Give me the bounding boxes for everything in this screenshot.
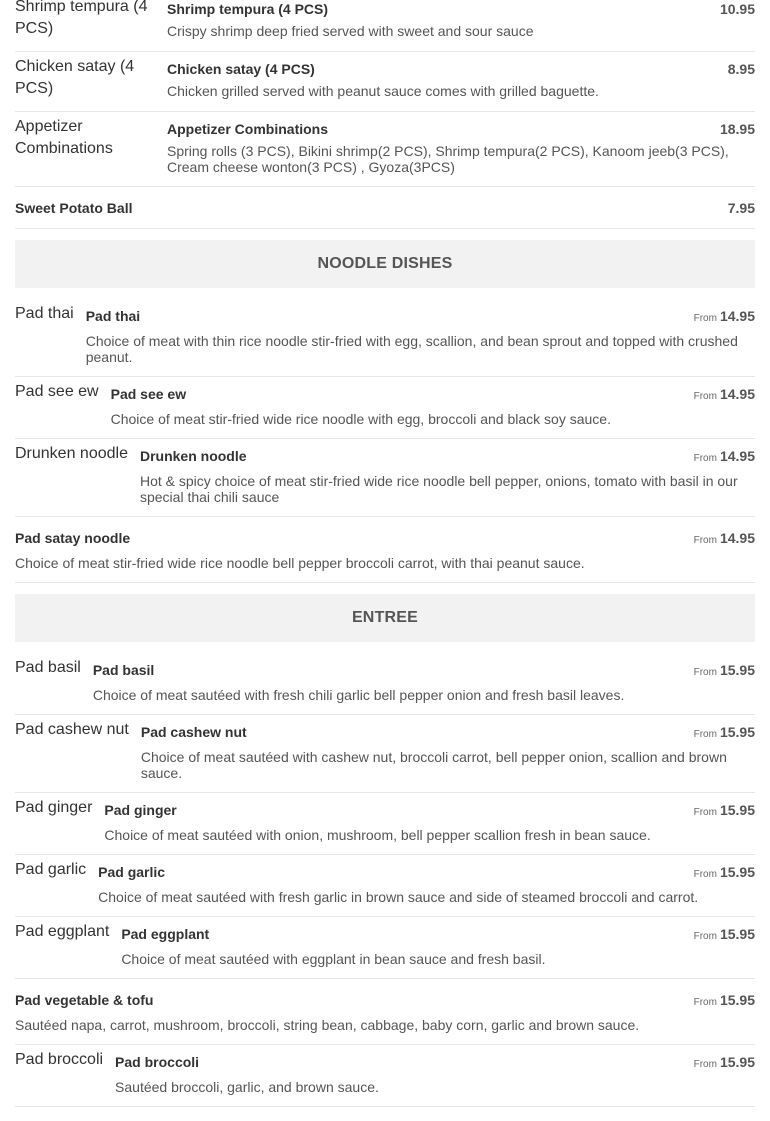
menu-item[interactable] bbox=[15, 653, 755, 715]
menu-item-description: Choice of meat sautéed with onion, mushroom, bell pepper scallion fresh in bean sauce. bbox=[104, 827, 651, 843]
menu-item-name[interactable]: Appetizer Combinations bbox=[167, 121, 329, 137]
menu-item-header bbox=[167, 0, 755, 18]
menu-item-body bbox=[167, 60, 755, 99]
menu-item-price bbox=[718, 199, 755, 217]
menu-item-header bbox=[15, 991, 755, 1012]
menu-item-description: Choice of meat stir-fried wide rice noodle with egg, broccoli and black soy sauce. bbox=[110, 411, 611, 427]
price-from-label: From bbox=[693, 1059, 717, 1070]
menu-item[interactable] bbox=[15, 187, 755, 229]
price-value: 15.95 bbox=[719, 864, 755, 880]
menu-item-description: Crispy shrimp deep fried served with sweet and sour sauce bbox=[167, 23, 534, 39]
menu-item-body bbox=[93, 661, 755, 703]
menu-item-description: Hot & spicy choice of meat stir-fried wide rice noodle bell pepper, onions, tomato with basil in our special thai chili sauce bbox=[139, 473, 738, 505]
menu-item-name[interactable]: Pad garlic bbox=[98, 864, 166, 880]
menu-item-name[interactable]: Pad see ew bbox=[110, 386, 187, 402]
menu-item[interactable] bbox=[15, 299, 755, 377]
menu-item-body bbox=[104, 801, 755, 843]
menu-item-header bbox=[167, 120, 755, 138]
menu-item-header bbox=[98, 863, 755, 884]
menu-item-name[interactable]: Pad satay noodle bbox=[15, 530, 131, 546]
price-value: 7.95 bbox=[727, 200, 755, 216]
price-value: 15.95 bbox=[719, 662, 755, 678]
menu-item-name[interactable]: Chicken satay (4 PCS) bbox=[167, 61, 315, 77]
menu-item-description: Spring rolls (3 PCS), Bikini shrimp(2 PCS), Shrimp tempura(2 PCS), Kanoom jeeb(3 PCS), Cream cheese wonton(3 PCS) , Gyoza(3PCS) bbox=[167, 143, 729, 175]
menu-item[interactable] bbox=[15, 52, 755, 112]
menu-item-header bbox=[15, 529, 755, 550]
menu-item-image[interactable]: Pad broccoli bbox=[15, 1051, 104, 1068]
menu-item-header bbox=[104, 801, 755, 822]
menu-item-header bbox=[167, 60, 755, 78]
menu-item[interactable] bbox=[15, 112, 755, 187]
price-from-label: From bbox=[693, 869, 717, 880]
menu-item[interactable] bbox=[15, 917, 755, 979]
menu-item-body bbox=[86, 307, 755, 365]
menu-item-body bbox=[140, 447, 755, 505]
menu-item-body bbox=[15, 991, 755, 1033]
menu-item-name[interactable]: Pad basil bbox=[92, 662, 155, 678]
price-value: 15.95 bbox=[719, 926, 755, 942]
price-from-label: From bbox=[693, 453, 717, 464]
menu-item-description: Choice of meat sautéed with fresh garlic in brown sauce and side of steamed broccoli and carrot. bbox=[98, 889, 699, 905]
menu-item-description: Choice of meat sautéed with cashew nut, broccoli carrot, bell pepper onion, scallion and brown sauce. bbox=[140, 749, 727, 781]
menu-item-body bbox=[167, 0, 755, 39]
menu-item-body bbox=[141, 723, 755, 781]
menu-item-body bbox=[15, 199, 755, 217]
menu-item-image[interactable]: Drunken noodle bbox=[15, 445, 128, 462]
menu-item-name[interactable]: Sweet Potato Ball bbox=[15, 200, 133, 216]
menu-item-price bbox=[684, 385, 755, 406]
menu-item-price bbox=[684, 529, 755, 550]
menu-item-price bbox=[718, 60, 755, 78]
menu-item[interactable] bbox=[15, 793, 755, 855]
section-header: ENTREE bbox=[15, 594, 755, 642]
menu-item-name[interactable]: Drunken noodle bbox=[139, 448, 247, 464]
menu-item-price bbox=[684, 723, 755, 744]
menu-item[interactable] bbox=[15, 1045, 755, 1107]
menu-item-body bbox=[115, 1053, 755, 1095]
price-from-label: From bbox=[693, 807, 717, 818]
menu-item-body bbox=[167, 120, 755, 175]
menu-item-body bbox=[15, 529, 755, 571]
menu-item-price bbox=[684, 801, 755, 822]
price-from-label: From bbox=[693, 535, 717, 546]
price-from-label: From bbox=[693, 931, 717, 942]
menu-item-header bbox=[15, 199, 755, 217]
price-value: 15.95 bbox=[719, 724, 755, 740]
menu-item-name[interactable]: Pad vegetable & tofu bbox=[15, 992, 154, 1008]
menu-item[interactable] bbox=[15, 855, 755, 917]
menu-item-header bbox=[93, 661, 755, 682]
menu-item-image[interactable]: Pad garlic bbox=[15, 861, 87, 878]
menu-item-image[interactable]: Shrimp tempura (4 PCS) bbox=[15, 0, 148, 37]
price-from-label: From bbox=[693, 667, 717, 678]
menu-item-description: Chicken grilled served with peanut sauce comes with grilled baguette. bbox=[167, 83, 599, 99]
price-value: 14.95 bbox=[719, 386, 755, 402]
menu-item[interactable] bbox=[15, 0, 755, 52]
menu-item-price bbox=[684, 1053, 755, 1074]
menu-item-name[interactable]: Pad ginger bbox=[104, 802, 177, 818]
menu-item[interactable] bbox=[15, 715, 755, 793]
menu-item-price bbox=[684, 661, 755, 682]
menu-item-image[interactable]: Pad thai bbox=[15, 305, 74, 322]
menu-item-image[interactable]: Pad basil bbox=[15, 659, 81, 676]
menu-item-body bbox=[111, 385, 755, 427]
menu-item-name[interactable]: Pad eggplant bbox=[121, 926, 210, 942]
menu-item-name[interactable]: Shrimp tempura (4 PCS) bbox=[167, 1, 329, 17]
menu-item-price bbox=[684, 863, 755, 884]
menu-item-header bbox=[141, 723, 755, 744]
price-value: 14.95 bbox=[719, 448, 755, 464]
menu-item-price bbox=[684, 991, 755, 1012]
menu-item-image[interactable]: Pad cashew nut bbox=[15, 721, 129, 738]
price-value: 15.95 bbox=[719, 992, 755, 1008]
menu-item-price bbox=[710, 120, 755, 138]
menu-item-header bbox=[111, 385, 755, 406]
section-header: NOODLE DISHES bbox=[15, 240, 755, 288]
menu-item[interactable] bbox=[15, 439, 755, 517]
menu-item-price bbox=[684, 447, 755, 468]
menu-item-description: Choice of meat stir-fried wide rice noodle bell pepper broccoli carrot, with thai peanut sauce. bbox=[15, 555, 585, 571]
menu-item-body bbox=[98, 863, 755, 905]
menu-item-image[interactable]: Pad see ew bbox=[15, 383, 99, 400]
menu-item[interactable] bbox=[15, 377, 755, 439]
menu-item-description: Sautéed napa, carrot, mushroom, broccoli, string bean, cabbage, baby corn, garlic and brown sauce. bbox=[15, 1017, 640, 1033]
menu-list bbox=[15, 0, 755, 1107]
price-value: 10.95 bbox=[719, 1, 755, 17]
menu-item-description: Sautéed broccoli, garlic, and brown sauce. bbox=[115, 1079, 379, 1095]
menu-item-header bbox=[140, 447, 755, 468]
price-from-label: From bbox=[693, 313, 717, 324]
menu-item[interactable] bbox=[15, 517, 755, 583]
menu-item-name[interactable]: Pad broccoli bbox=[115, 1054, 200, 1070]
menu-item-price bbox=[684, 925, 755, 946]
price-value: 14.95 bbox=[719, 530, 755, 546]
price-value: 8.95 bbox=[727, 61, 755, 77]
menu-item-name[interactable]: Pad cashew nut bbox=[140, 724, 247, 740]
menu-item-description: Choice of meat sautéed with eggplant in bean sauce and fresh basil. bbox=[121, 951, 546, 967]
menu-item-image[interactable]: Chicken satay (4 PCS) bbox=[15, 58, 135, 97]
menu-item-image[interactable]: Appetizer Combinations bbox=[15, 118, 113, 157]
menu-item-price bbox=[684, 307, 755, 328]
menu-item-name[interactable]: Pad thai bbox=[85, 308, 141, 324]
menu-item-description: Choice of meat sautéed with fresh chili garlic bell pepper onion and fresh basil leaves. bbox=[92, 687, 625, 703]
menu-item-image[interactable]: Pad eggplant bbox=[15, 923, 110, 940]
menu-item-header bbox=[121, 925, 755, 946]
menu-item-price bbox=[710, 0, 755, 18]
price-value: 14.95 bbox=[719, 308, 755, 324]
menu-item-image[interactable]: Pad ginger bbox=[15, 799, 93, 816]
price-from-label: From bbox=[693, 729, 717, 740]
menu-item-description: Choice of meat with thin rice noodle stir-fried with egg, scallion, and bean sprout and topped with crushed peanut. bbox=[85, 333, 738, 365]
menu-item-body bbox=[121, 925, 755, 967]
menu-item-header bbox=[115, 1053, 755, 1074]
menu-item-header bbox=[86, 307, 755, 328]
price-value: 18.95 bbox=[719, 121, 755, 137]
price-value: 15.95 bbox=[719, 1054, 755, 1070]
price-from-label: From bbox=[693, 391, 717, 402]
price-from-label: From bbox=[693, 997, 717, 1008]
price-value: 15.95 bbox=[719, 802, 755, 818]
menu-item[interactable] bbox=[15, 979, 755, 1045]
